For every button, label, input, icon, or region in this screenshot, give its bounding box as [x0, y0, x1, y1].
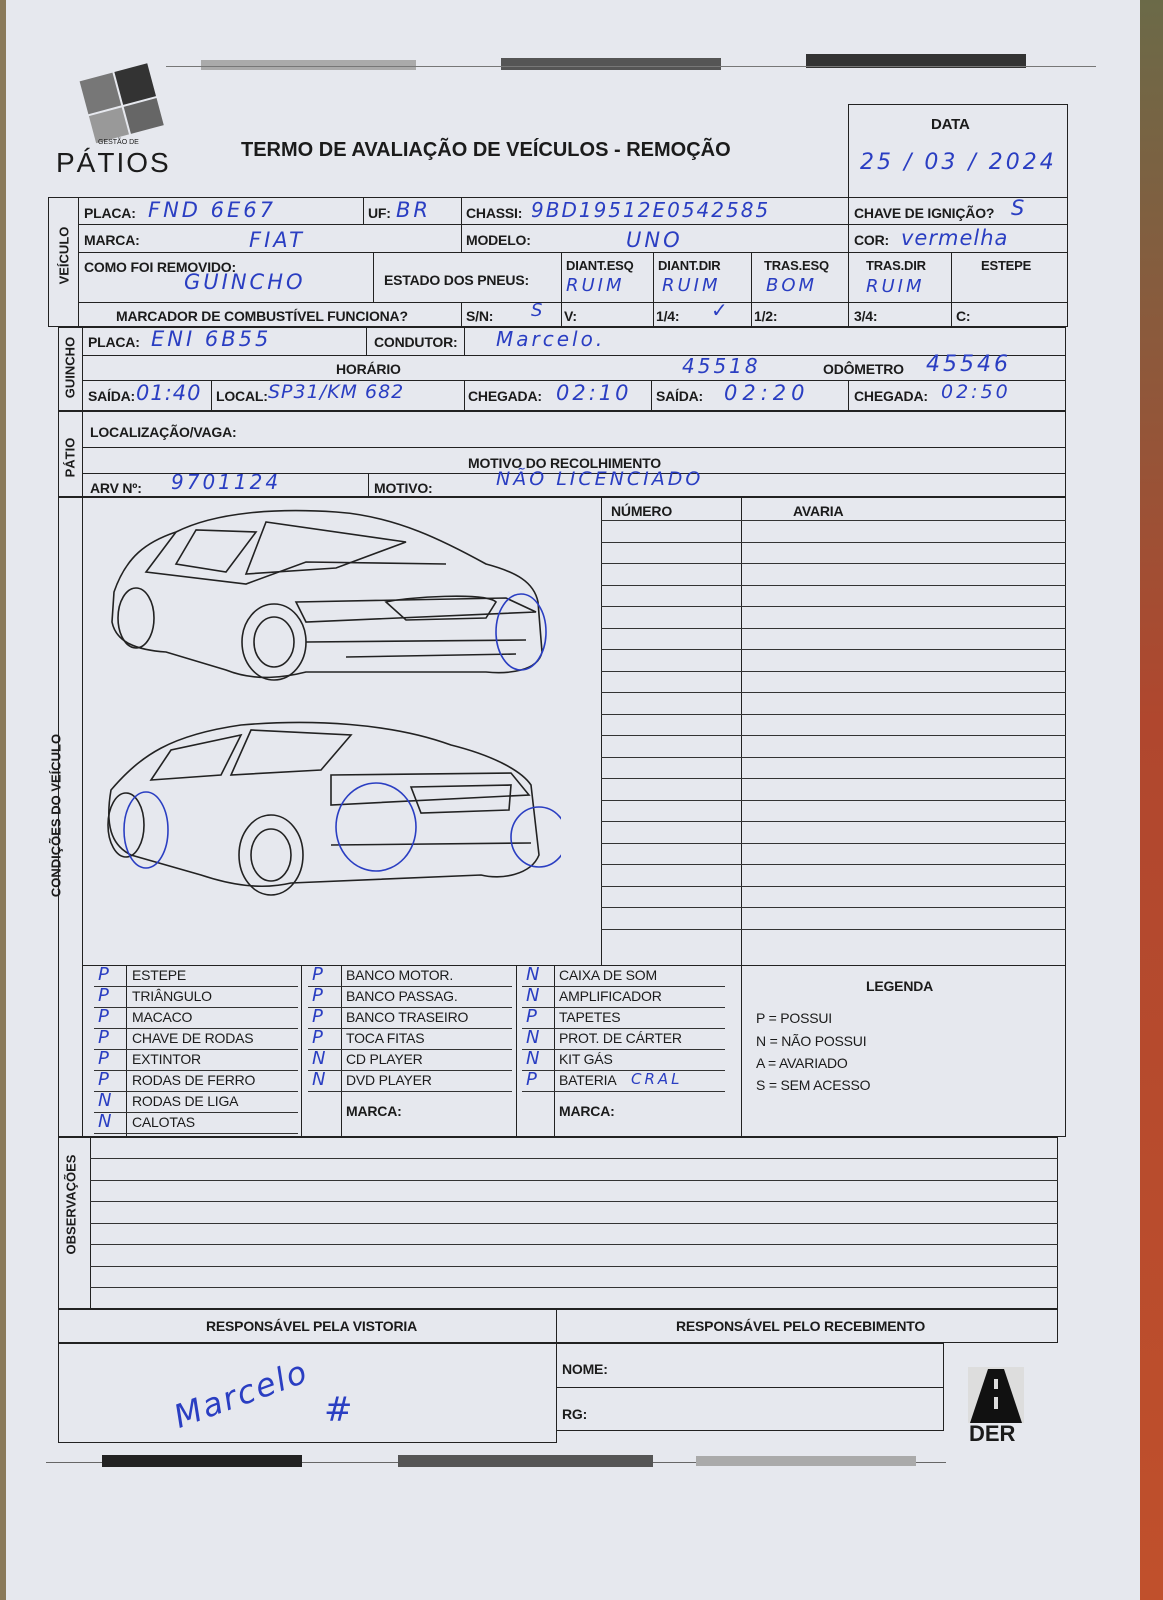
item-label: TRIÂNGULO [132, 988, 212, 1004]
background-edge [1140, 0, 1163, 1600]
local-label: LOCAL: [216, 388, 268, 404]
section-veiculo: VEÍCULO [56, 226, 72, 285]
item-label: PROT. DE CÁRTER [559, 1030, 682, 1046]
vistoria-label: RESPONSÁVEL PELA VISTORIA [206, 1318, 418, 1334]
item-row-line [308, 986, 512, 987]
pneus-label: ESTADO DOS PNEUS: [384, 272, 529, 288]
arv-value: 9701124 [171, 470, 282, 494]
guincho-placa-value: ENI 6B55 [151, 327, 272, 351]
uf-value: BR [396, 198, 431, 222]
item-label: RODAS DE FERRO [132, 1072, 256, 1088]
item-row-line [94, 1091, 298, 1092]
odometro-chegada: 45546 [926, 352, 1011, 377]
pneu-diant-dir-value: RUIM [662, 275, 721, 296]
item-mark: P [526, 1006, 537, 1027]
item-label: ESTEPE [132, 967, 187, 983]
observacao-row-line [90, 1244, 1058, 1245]
fuel-12-label: 1/2: [754, 308, 778, 324]
chegada-label: CHEGADA: [468, 388, 542, 404]
data-value: 25 / 03 / 2024 [860, 150, 1057, 175]
section-guincho: GUINCHO [62, 336, 78, 399]
patios-logo [56, 55, 186, 185]
avaria-row-line [601, 864, 1066, 865]
rg-label: RG: [562, 1406, 588, 1422]
pneu-tras-esq-label: TRAS.ESQ [764, 258, 829, 273]
item-row-line [94, 1133, 298, 1134]
item-row-line [522, 1028, 725, 1029]
chave-value: S [1011, 196, 1028, 220]
bateria-note: CRAL [631, 1070, 683, 1088]
chegada2-label: CHEGADA: [854, 388, 928, 404]
legenda-title: LEGENDA [866, 978, 934, 994]
fuel-c-label: C: [956, 308, 971, 324]
pneu-tras-esq-value: BOM [766, 275, 818, 296]
assinatura-mark: # [324, 1390, 356, 1430]
item-row-line [94, 1007, 298, 1008]
item-mark: P [98, 1048, 109, 1069]
bottom-bar-3 [696, 1456, 916, 1466]
item-row-line [308, 1091, 512, 1092]
item-label: RODAS DE LIGA [132, 1093, 239, 1109]
logo-text: PÁTIOS [56, 147, 171, 178]
avaria-row-line [601, 907, 1066, 908]
observacao-row-line [90, 1287, 1058, 1288]
item-row-line [522, 986, 725, 987]
modelo-label: MODELO: [466, 232, 531, 248]
arv-label: ARV Nº: [90, 480, 142, 496]
motivo-title: MOTIVO DO RECOLHIMENTO [468, 455, 661, 471]
item-mark: N [526, 964, 540, 985]
data-label: DATA [931, 116, 970, 133]
marca-value: FIAT [249, 228, 305, 252]
logo-small-text: GESTÃO DE [98, 139, 139, 146]
horario-label: HORÁRIO [336, 361, 401, 377]
modelo-value: UNO [626, 228, 683, 252]
assinatura-signature: Marcelo [168, 1352, 314, 1436]
car-rear-drawing [91, 715, 561, 910]
item-mark: N [526, 1027, 540, 1048]
top-bar-1 [201, 60, 416, 70]
bottom-bar-2 [398, 1455, 653, 1467]
item-label: TAPETES [559, 1009, 621, 1025]
avaria-row-line [601, 821, 1066, 822]
patios-logo-icon [66, 55, 186, 145]
item-mark: P [312, 1027, 323, 1048]
top-bar-2 [501, 58, 721, 70]
der-text: DER [969, 1421, 1016, 1446]
item-row-line [308, 1028, 512, 1029]
pneu-diant-esq-value: RUIM [566, 275, 625, 296]
chave-label: CHAVE DE IGNIÇÃO? [854, 205, 995, 221]
item-mark: N [312, 1048, 326, 1069]
item-row-line [308, 1049, 512, 1050]
item-label: BATERIA [559, 1072, 617, 1088]
avaria-row-line [601, 735, 1066, 736]
observacao-row-line [90, 1180, 1058, 1181]
motivo-label: MOTIVO: [374, 480, 433, 496]
chassi-value: 9BD19512E0542585 [531, 198, 771, 222]
form-title: TERMO DE AVALIAÇÃO DE VEÍCULOS - REMOÇÃO [241, 139, 731, 161]
item-row-line [94, 1049, 298, 1050]
vistoria-box [58, 1343, 557, 1443]
fuel-34-label: 3/4: [854, 308, 878, 324]
avaria-row-line [601, 542, 1066, 543]
local-value: SP31/KM 682 [268, 381, 405, 403]
legenda-item-p: P = POSSUI [756, 1010, 832, 1026]
item-label: BANCO TRASEIRO [346, 1009, 469, 1025]
chassi-label: CHASSI: [466, 205, 523, 221]
item-row-line [308, 1070, 512, 1071]
der-logo [966, 1365, 1026, 1455]
item-label: EXTINTOR [132, 1051, 201, 1067]
numero-header: NÚMERO [611, 503, 673, 519]
item-mark: N [526, 1048, 540, 1069]
legenda-item-s: S = SEM ACESSO [756, 1077, 871, 1093]
removido-label: COMO FOI REMOVIDO: [84, 259, 236, 275]
saida2-label: SAÍDA: [656, 388, 704, 404]
section-condicoes: CONDIÇÕES DO VEÍCULO [48, 733, 64, 898]
avaria-header: AVARIA [793, 503, 844, 519]
avaria-row-line [601, 886, 1066, 887]
item-mark: P [98, 1069, 109, 1090]
avaria-row-line [601, 585, 1066, 586]
observacao-row-line [90, 1158, 1058, 1159]
item-mark: P [312, 1006, 323, 1027]
fuel-14-mark: ✓ [711, 298, 728, 322]
chegada-value: 02:10 [556, 381, 632, 405]
avaria-row-line [601, 692, 1066, 693]
col2-marca-label: MARCA: [346, 1103, 402, 1119]
item-mark: P [98, 985, 109, 1006]
legenda-item-a: A = AVARIADO [756, 1055, 848, 1071]
item-row-line [94, 1028, 298, 1029]
avaria-row-line [601, 563, 1066, 564]
item-mark: P [98, 1006, 109, 1027]
bottom-bar-1 [102, 1455, 302, 1467]
item-row-line [94, 986, 298, 987]
item-label: CALOTAS [132, 1114, 195, 1130]
recebimento-label: RESPONSÁVEL PELO RECEBIMENTO [676, 1318, 926, 1334]
cor-value: vermelha [901, 226, 1009, 250]
item-label: TOCA FITAS [346, 1030, 425, 1046]
odometro-label: ODÔMETRO [823, 361, 904, 377]
item-label: CHAVE DE RODAS [132, 1030, 254, 1046]
condutor-label: CONDUTOR: [374, 334, 458, 350]
section-observacoes: OBSERVAÇÕES [63, 1154, 79, 1255]
item-label: KIT GÁS [559, 1051, 613, 1067]
item-row-line [522, 1007, 725, 1008]
car-front-drawing [106, 502, 566, 697]
saida-value: 01:40 [136, 381, 202, 405]
item-label: BANCO MOTOR. [346, 967, 454, 983]
item-row-line [308, 1007, 512, 1008]
col3-marca-label: MARCA: [559, 1103, 615, 1119]
chegada2-value: 02:50 [941, 381, 1011, 403]
observacao-row-line [90, 1223, 1058, 1224]
item-mark: P [98, 1027, 109, 1048]
avaria-row-line [601, 606, 1066, 607]
observacao-row-line [90, 1266, 1058, 1267]
section-patio: PÁTIO [62, 437, 78, 478]
avaria-row-line [601, 757, 1066, 758]
motivo-value: NÃO LICENCIADO [496, 468, 704, 490]
condutor-value: Marcelo. [496, 327, 606, 351]
item-mark: P [526, 1069, 537, 1090]
der-road-icon [966, 1365, 1026, 1425]
item-row-line [522, 1070, 725, 1071]
localizacao-label: LOCALIZAÇÃO/VAGA: [90, 424, 237, 440]
fuel-14-label: 1/4: [656, 308, 680, 324]
fuel-v-label: V: [564, 308, 577, 324]
pneu-diant-dir-label: DIANT.DIR [658, 258, 721, 273]
item-mark: N [526, 985, 540, 1006]
avaria-row-line [601, 671, 1066, 672]
avaria-row-line [601, 649, 1066, 650]
pneu-tras-dir-value: RUIM [866, 276, 925, 297]
avaria-row-line [601, 778, 1066, 779]
item-row-line [522, 1091, 725, 1092]
item-mark: P [312, 985, 323, 1006]
removido-value: GUINCHO [184, 270, 306, 294]
combustivel-label: MARCADOR DE COMBUSTÍVEL FUNCIONA? [116, 308, 408, 324]
saida2-value: 02:20 [724, 381, 810, 405]
sn-value: S [531, 300, 546, 321]
item-mark: N [312, 1069, 326, 1090]
placa-label: PLACA: [84, 205, 136, 221]
guincho-placa-label: PLACA: [88, 334, 140, 350]
pneu-tras-dir-label: TRAS.DIR [866, 258, 926, 273]
item-label: CD PLAYER [346, 1051, 423, 1067]
item-mark: N [98, 1090, 112, 1111]
avaria-row-line [601, 628, 1066, 629]
item-label: BANCO PASSAG. [346, 988, 458, 1004]
marca-label: MARCA: [84, 232, 140, 248]
observacao-row-line [90, 1201, 1058, 1202]
item-label: MACACO [132, 1009, 193, 1025]
placa-value: FND 6E67 [148, 198, 276, 222]
pneu-estepe-label: ESTEPE [981, 258, 1032, 273]
form-paper [6, 0, 1140, 1600]
item-label: AMPLIFICADOR [559, 988, 662, 1004]
item-row-line [94, 1070, 298, 1071]
item-mark: P [312, 964, 323, 985]
avaria-row-line [601, 843, 1066, 844]
nome-label: NOME: [562, 1361, 608, 1377]
avaria-row-line [601, 800, 1066, 801]
pneu-diant-esq-label: DIANT.ESQ [566, 258, 634, 273]
avaria-row-line [601, 520, 1066, 521]
item-mark: N [98, 1111, 112, 1132]
item-row-line [94, 1112, 298, 1113]
item-label: DVD PLAYER [346, 1072, 432, 1088]
odometro-saida: 45518 [682, 354, 761, 378]
item-row-line [522, 1049, 725, 1050]
item-label: CAIXA DE SOM [559, 967, 657, 983]
sn-label: S/N: [466, 308, 494, 324]
avaria-row-line [601, 714, 1066, 715]
cor-label: COR: [854, 232, 889, 248]
item-mark: P [98, 964, 109, 985]
legenda-item-n: N = NÃO POSSUI [756, 1033, 867, 1049]
avaria-row-line [601, 929, 1066, 930]
uf-label: UF: [368, 205, 391, 221]
saida-label: SAÍDA: [88, 388, 136, 404]
